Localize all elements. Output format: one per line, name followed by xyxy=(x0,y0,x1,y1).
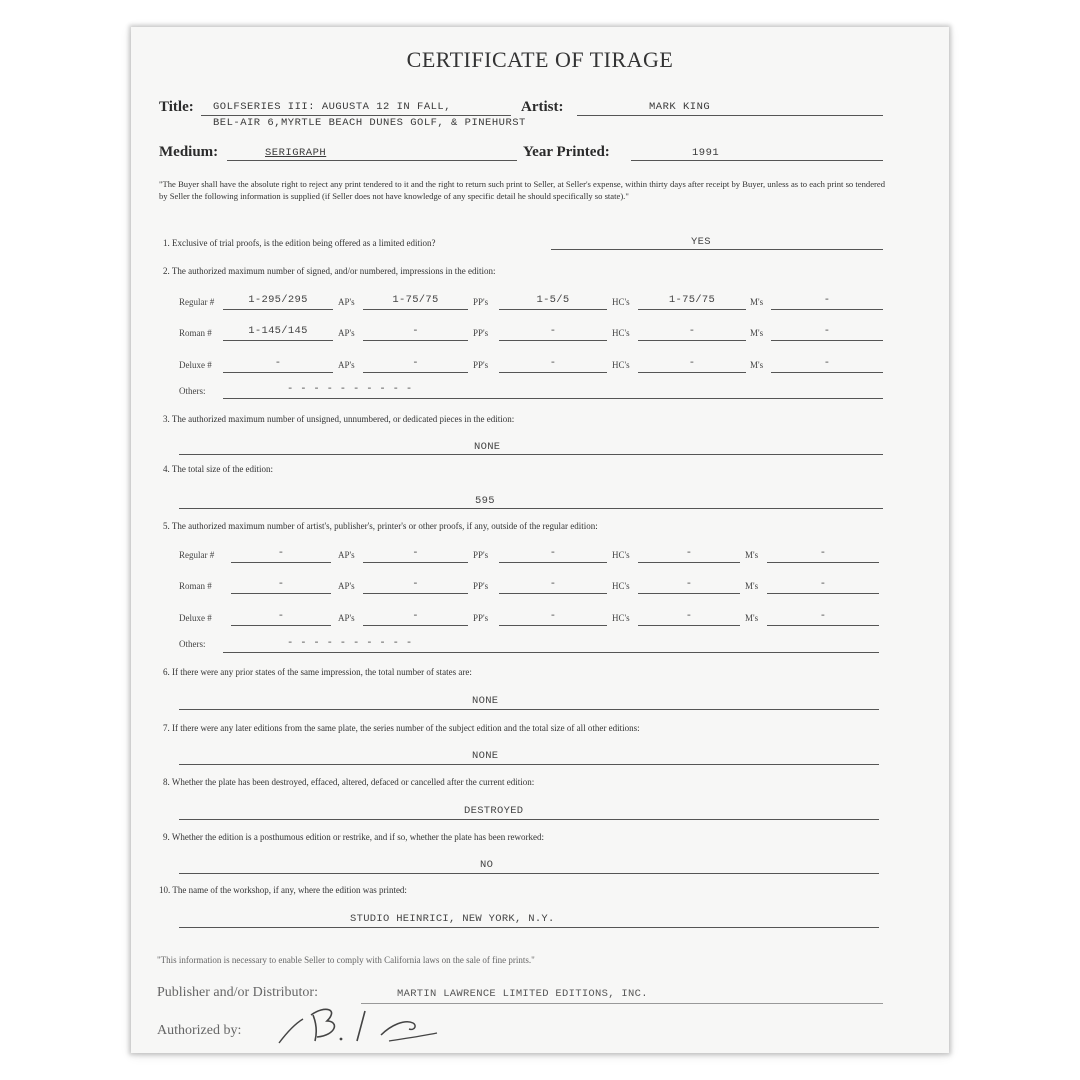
s2-regular-ms-label: M's xyxy=(750,297,764,307)
question-9: 9. Whether the edition is a posthumous edition or restrike, and if so, whether the plate has been reworked: xyxy=(163,832,544,842)
certificate-page xyxy=(131,27,949,1053)
medium-label: Medium: xyxy=(159,144,219,160)
question-10: 10. The name of the workshop, if any, where the edition was printed: xyxy=(159,885,407,895)
s5-others-label: Others: xyxy=(179,639,206,649)
s2-regular-pps-label: PP's xyxy=(473,297,489,307)
s2-roman-pps-label: PP's xyxy=(473,328,489,338)
s2-deluxe-ms-label: M's xyxy=(750,360,764,370)
signature-mark xyxy=(277,995,457,1045)
s2-others-value: - - - - - - - - - - xyxy=(287,383,413,395)
s5-deluxe-pps: - xyxy=(549,610,557,622)
artist-underline xyxy=(577,115,883,116)
s2-deluxe-ms: - xyxy=(823,357,831,369)
s5-roman-hcs-label: HC's xyxy=(612,581,630,591)
answer-4: 595 xyxy=(475,495,495,507)
s2-regular-hcs: 1-75/75 xyxy=(668,294,716,306)
s2-regular-aps: 1-75/75 xyxy=(392,294,439,306)
s5-regular-ms-label: M's xyxy=(745,550,759,560)
s5-roman-ms: - xyxy=(819,578,827,590)
s5-roman-aps: - xyxy=(412,578,419,590)
publisher-value: MARTIN LAWRENCE LIMITED EDITIONS, INC. xyxy=(397,988,648,1000)
s2-roman-pps: - xyxy=(549,325,557,337)
s2-regular-pps: 1-5/5 xyxy=(536,294,570,306)
s5-regular-pps: - xyxy=(549,547,557,559)
s2-deluxe-hcs-label: HC's xyxy=(612,360,630,370)
s5-roman-pps-label: PP's xyxy=(473,581,489,591)
question-8: 8. Whether the plate has been destroyed, effaced, altered, defaced or cancelled after the current edition: xyxy=(163,777,535,787)
s5-regular-aps-label: AP's xyxy=(338,550,355,560)
question-7: 7. If there were any later editions from the same plate, the series number of the subject edition and the total size of all other editions: xyxy=(163,723,640,733)
s5-regular-ms: - xyxy=(819,547,827,559)
s2-roman-aps: - xyxy=(412,325,419,337)
s5-others-value: - - - - - - - - - - xyxy=(287,637,413,649)
year-underline xyxy=(631,160,883,161)
s2-roman-aps-label: AP's xyxy=(338,328,355,338)
answer-1: YES xyxy=(691,236,711,248)
question-6: 6. If there were any prior states of the same impression, the total number of states are: xyxy=(163,667,472,677)
s2-deluxe-label: Deluxe # xyxy=(179,360,212,370)
s2-deluxe-aps: - xyxy=(412,357,419,369)
s2-roman-hcs: - xyxy=(688,325,696,337)
s5-deluxe-aps-label: AP's xyxy=(338,613,355,623)
answer-6: NONE xyxy=(472,695,499,707)
s2-deluxe-hcs: - xyxy=(688,357,696,369)
s2-regular-hcs-label: HC's xyxy=(612,297,630,307)
s5-regular-aps: - xyxy=(412,547,419,559)
s2-others-label: Others: xyxy=(179,386,206,396)
medium-underline xyxy=(227,160,517,161)
buyer-rights-paragraph: "The Buyer shall have the absolute right to reject any print tendered to it and the right to return such print to Seller, at Seller's expense, within thirty days after receipt by Buyer, unless as to each print so tendered by Seller the following information is supplied (if Seller does not have knowledge of any specific detail he should specifically so state)." xyxy=(159,179,885,201)
s2-regular-ms: - xyxy=(823,294,831,306)
s5-regular-hcs: - xyxy=(685,547,693,559)
s2-deluxe-number: - xyxy=(274,357,282,369)
answer-8: DESTROYED xyxy=(464,805,524,817)
answer-7: NONE xyxy=(472,750,499,762)
question-4: 4. The total size of the edition: xyxy=(163,464,274,474)
title-value-line2: BEL-AIR 6,MYRTLE BEACH DUNES GOLF, & PINEHURST xyxy=(213,117,526,129)
s5-deluxe-aps: - xyxy=(412,610,419,622)
s2-roman-label: Roman # xyxy=(179,328,212,338)
s2-roman-ms-label: M's xyxy=(750,328,764,338)
title-value-line1: GOLFSERIES III: AUGUSTA 12 IN FALL, xyxy=(213,101,452,113)
s5-roman-number: - xyxy=(277,578,285,590)
answer-10: STUDIO HEINRICI, NEW YORK, N.Y. xyxy=(350,913,555,925)
s2-roman-hcs-label: HC's xyxy=(612,328,630,338)
s2-roman-ms: - xyxy=(823,325,831,337)
year-printed-label: Year Printed: xyxy=(523,144,610,160)
question-3: 3. The authorized maximum number of unsigned, unnumbered, or dedicated pieces in the edition: xyxy=(163,414,515,424)
title-underline xyxy=(201,115,511,116)
s5-deluxe-pps-label: PP's xyxy=(473,613,489,623)
s5-regular-hcs-label: HC's xyxy=(612,550,630,560)
medium-value: SERIGRAPH xyxy=(265,147,327,159)
s2-roman-number: 1-145/145 xyxy=(248,325,308,337)
s2-regular-label: Regular # xyxy=(179,297,215,307)
california-law-footnote: "This information is necessary to enable Seller to comply with California laws on the sale of fine prints." xyxy=(157,955,535,965)
s5-deluxe-label: Deluxe # xyxy=(179,613,212,623)
question-5: 5. The authorized maximum number of artist's, publisher's, printer's or other proofs, if any, outside of the regular edition: xyxy=(163,521,598,531)
s5-roman-hcs: - xyxy=(685,578,693,590)
question-1: 1. Exclusive of trial proofs, is the edition being offered as a limited edition? xyxy=(163,238,436,248)
question-2: 2. The authorized maximum number of signed, and/or numbered, impressions in the edition: xyxy=(163,266,496,276)
s2-regular-number: 1-295/295 xyxy=(248,294,308,306)
authorized-by-label: Authorized by: xyxy=(157,1023,242,1038)
s2-deluxe-aps-label: AP's xyxy=(338,360,355,370)
s2-deluxe-pps-label: PP's xyxy=(473,360,489,370)
document-heading: CERTIFICATE OF TIRAGE xyxy=(406,47,674,72)
s5-deluxe-hcs-label: HC's xyxy=(612,613,630,623)
s5-deluxe-ms-label: M's xyxy=(745,613,759,623)
artist-label: Artist: xyxy=(521,99,564,115)
s5-roman-aps-label: AP's xyxy=(338,581,355,591)
year-printed-value: 1991 xyxy=(692,147,720,159)
answer-9: NO xyxy=(480,859,494,871)
artist-value: MARK KING xyxy=(649,101,711,113)
s5-roman-pps: - xyxy=(549,578,557,590)
s5-regular-number: - xyxy=(277,547,285,559)
s5-roman-ms-label: M's xyxy=(745,581,759,591)
publisher-label: Publisher and/or Distributor: xyxy=(157,985,318,1000)
s5-deluxe-number: - xyxy=(277,610,285,622)
answer-3: NONE xyxy=(474,441,501,453)
s2-deluxe-pps: - xyxy=(549,357,557,369)
answer-1-line xyxy=(551,249,883,250)
title-label: Title: xyxy=(159,99,194,115)
s2-regular-aps-label: AP's xyxy=(338,297,355,307)
s5-regular-pps-label: PP's xyxy=(473,550,489,560)
s5-deluxe-ms: - xyxy=(819,610,827,622)
s5-deluxe-hcs: - xyxy=(685,610,693,622)
s5-regular-label: Regular # xyxy=(179,550,215,560)
s5-roman-label: Roman # xyxy=(179,581,212,591)
